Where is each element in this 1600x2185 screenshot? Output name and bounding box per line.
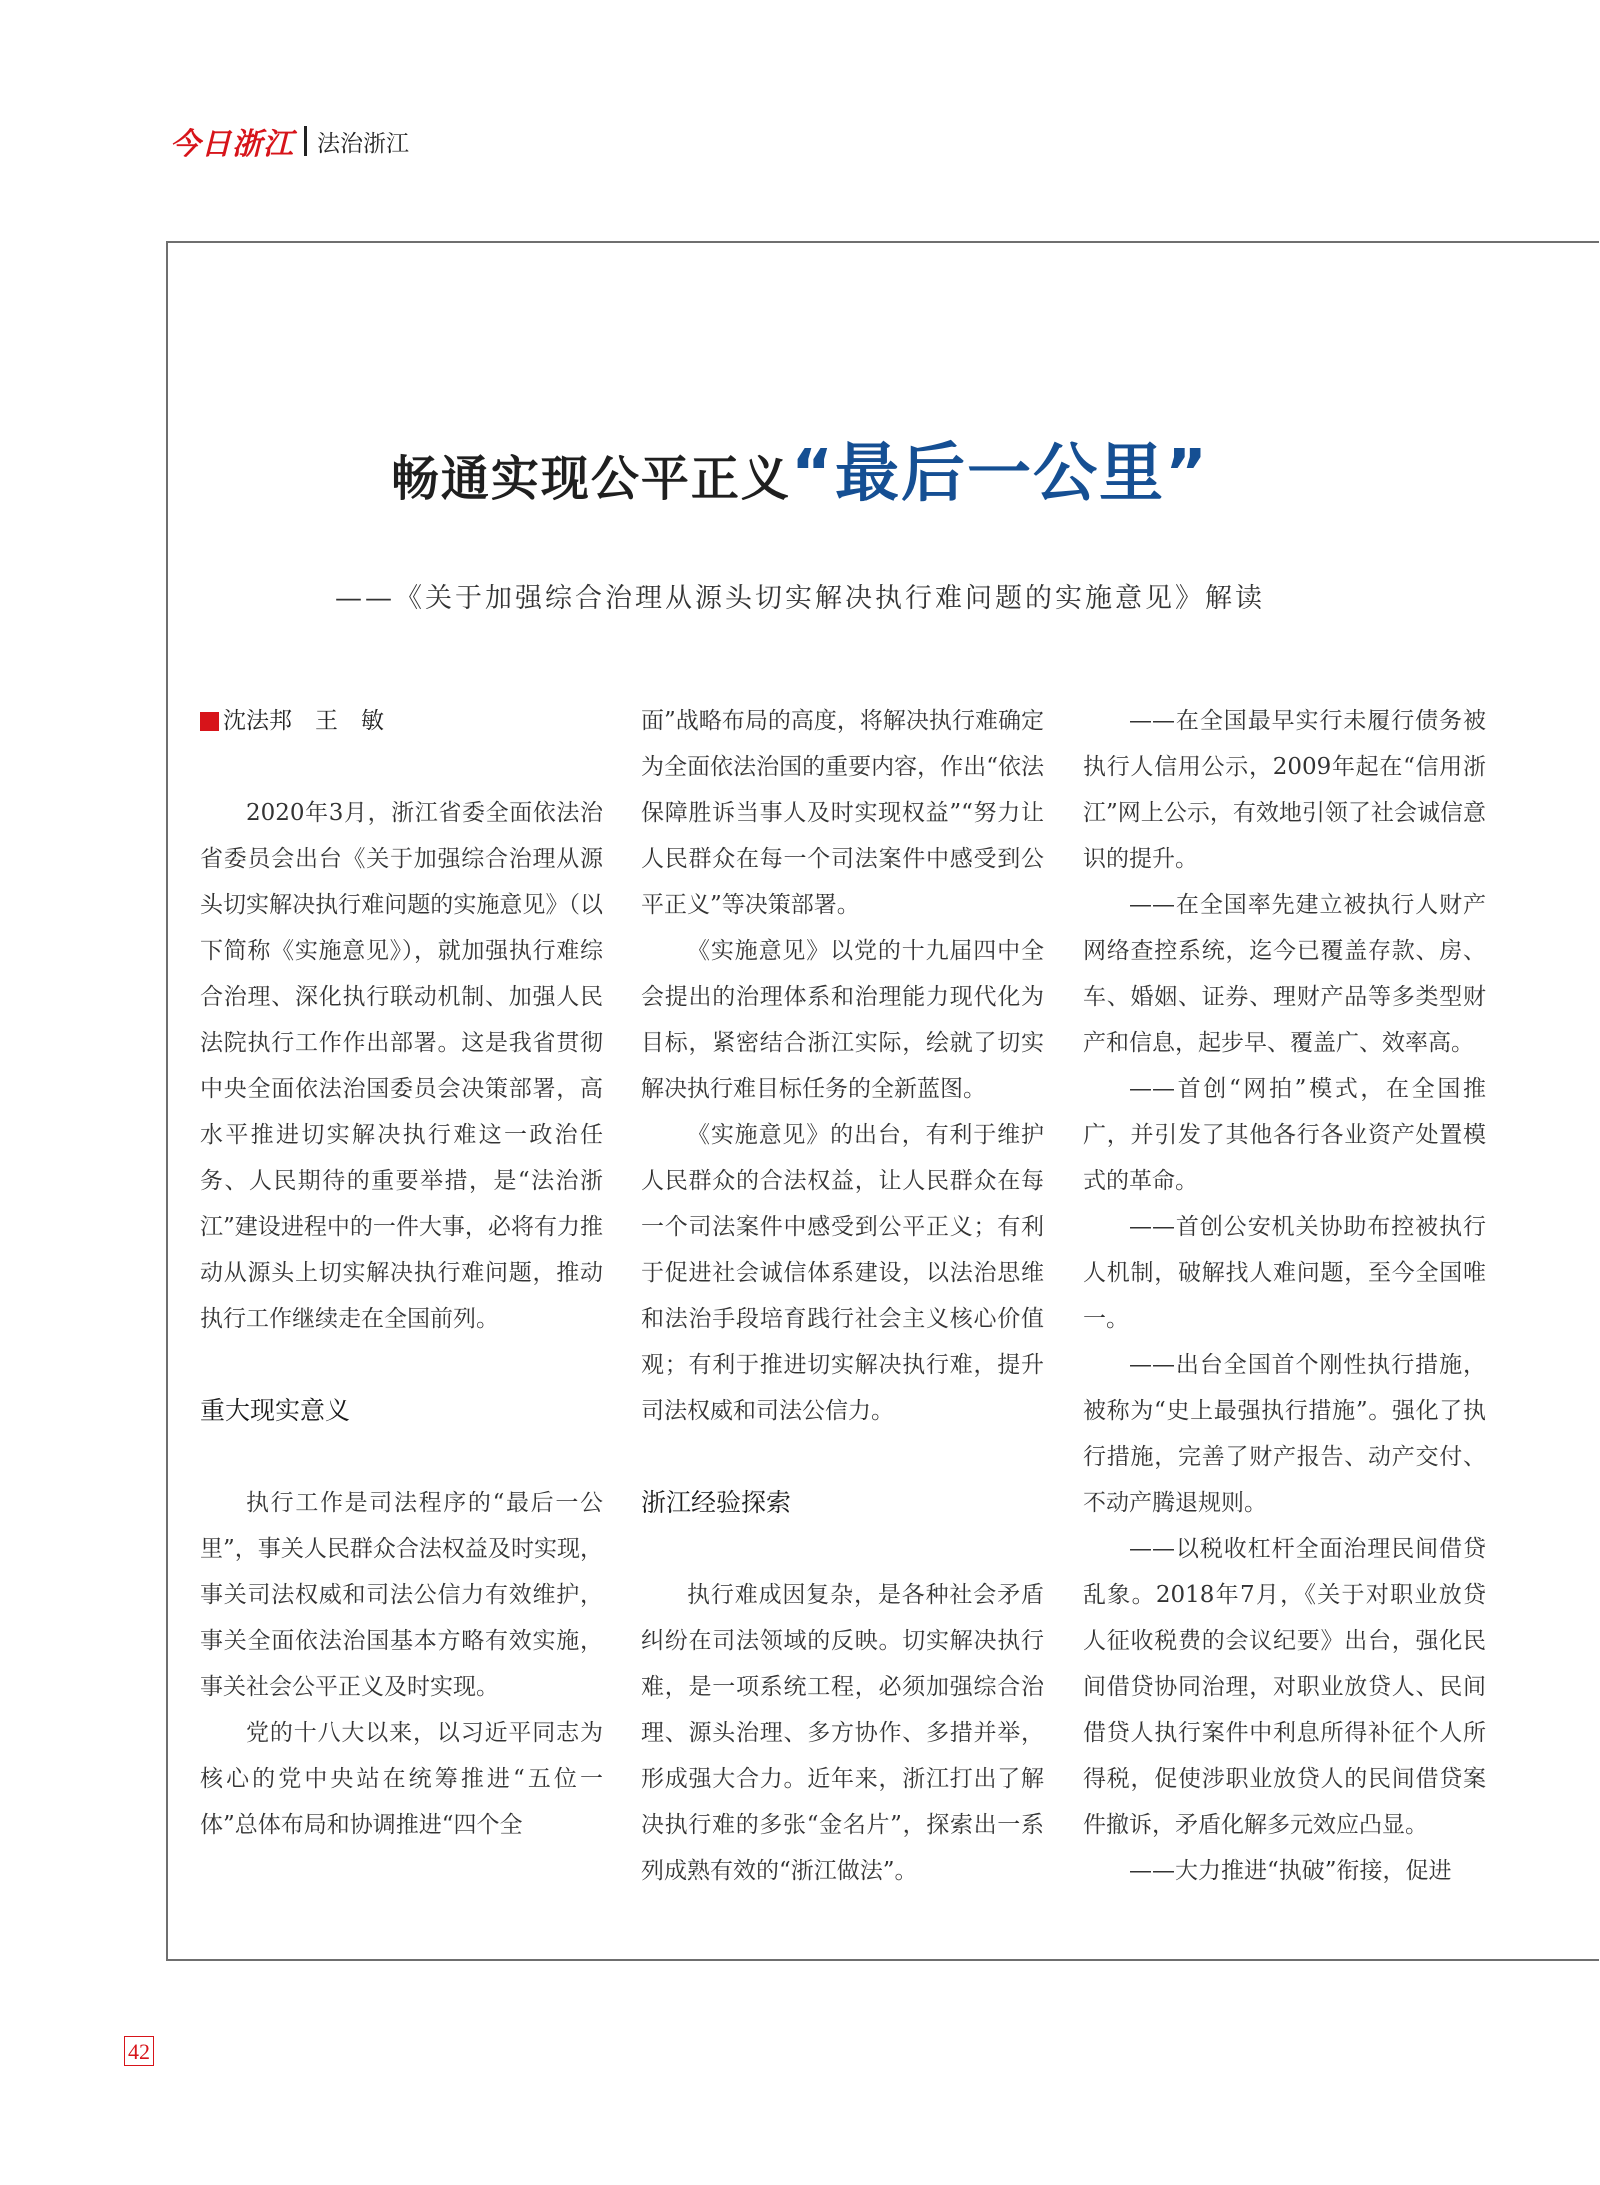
header-divider: [304, 126, 307, 156]
paragraph: ——在全国率先建立被执行人财产网络查控系统，迄今已覆盖存款、房、车、婚姻、证券、理财产品等多类型财产和信息，起步早、覆盖广、效率高。: [1083, 892, 1486, 1056]
paragraph: ——出台全国首个刚性执行措施，被称为“史上最强执行措施”。强化了执行措施，完善了财产报告、动产交付、不动产腾退规则。: [1083, 1352, 1486, 1516]
title-main: 畅通实现公平正义: [390, 451, 791, 507]
byline-marker-icon: [200, 712, 219, 731]
paragraph: 执行难成因复杂，是各种社会矛盾纠纷在司法领域的反映。切实解决执行难，是一项系统工程，必须加强综合治理、源头治理、多方协作、多措并举，形成强大合力。近年来，浙江打出了解决执行难的多张“金名片”，探索出一系列成熟有效的“浙江做法”。: [641, 1582, 1044, 1884]
page-number: 42: [124, 2036, 154, 2066]
paragraph: ——以税收杠杆全面治理民间借贷乱象。2018年7月，《关于对职业放贷人征收税费的会议纪要》出台，强化民间借贷协同治理，对职业放贷人、民间借贷人执行案件中利息所得补征个人所得税，促使涉职业放贷人的民间借贷案件撤诉，矛盾化解多元效应凸显。: [1083, 1536, 1486, 1838]
paragraph: 2020年3月，浙江省委全面依法治省委员会出台《关于加强综合治理从源头切实解决执行难问题的实施意见》（以下简称《实施意见》），就加强执行难综合治理、深化执行联动机制、加强人民法院执行工作作出部署。这是我省贯彻中央全面依法治国委员会决策部署，高水平推进切实解决执行难这一政治任务、人民期待的重要举措，是“法治浙江”建设进程中的一件大事，必将有力推动从源头上切实解决执行难问题，推动执行工作继续走在全国前列。: [200, 800, 603, 1332]
paragraph: 执行工作是司法程序的“最后一公里”，事关人民群众合法权益及时实现，事关司法权威和司法公信力有效维护，事关全面依法治国基本方略有效实施，事关社会公平正义及时实现。: [200, 1490, 603, 1700]
title-accent: “最后一公里”: [790, 437, 1210, 511]
byline: [200, 698, 603, 744]
column-3: [1083, 698, 1486, 1894]
paragraph: ——大力推进“执破”衔接，促进: [1129, 1858, 1452, 1884]
paragraph: 《实施意见》的出台，有利于维护人民群众的合法权益，让人民群众在每一个司法案件中感受到公平正义；有利于促进社会诚信体系建设，以法治思维和法治手段培育践行社会主义核心价值观；有利于推进切实解决执行难，提升司法权威和司法公信力。: [641, 1122, 1044, 1424]
article-title: [0, 422, 1600, 514]
paragraph: 《实施意见》以党的十九届四中全会提出的治理体系和治理能力现代化为目标，紧密结合浙江实际，绘就了切实解决执行难目标任务的全新蓝图。: [641, 938, 1044, 1102]
section-heading: 浙江经验探索: [641, 1488, 792, 1517]
paragraph: 面”战略布局的高度，将解决执行难确定为全面依法治国的重要内容，作出“依法保障胜诉当事人及时实现权益”“努力让人民群众在每一个司法案件中感受到公平正义”等决策部署。: [641, 708, 1044, 918]
page-header: [170, 118, 409, 164]
paragraph: ——在全国最早实行未履行债务被执行人信用公示，2009年起在“信用浙江”网上公示，有效地引领了社会诚信意识的提升。: [1083, 708, 1486, 872]
section-heading: 重大现实意义: [200, 1396, 351, 1425]
section-name: 法治浙江: [317, 130, 409, 157]
paragraph: ——首创公安机关协助布控被执行人机制，破解找人难问题，至今全国唯一。: [1083, 1214, 1486, 1332]
paragraph: 党的十八大以来，以习近平同志为核心的党中央站在统筹推进“五位一体”总体布局和协调推进“四个全: [200, 1720, 603, 1838]
paragraph: ——首创“网拍”模式，在全国推广，并引发了其他各行各业资产处置模式的革命。: [1083, 1076, 1486, 1194]
column-1: [200, 698, 603, 1848]
brand-logo: 今日浙江: [170, 127, 294, 162]
article-subtitle: ——《关于加强综合治理从源头切实解决执行难问题的实施意见》解读: [335, 583, 1265, 614]
column-2: [641, 698, 1044, 1894]
byline-authors: 沈法邦 王 敏: [223, 708, 384, 734]
